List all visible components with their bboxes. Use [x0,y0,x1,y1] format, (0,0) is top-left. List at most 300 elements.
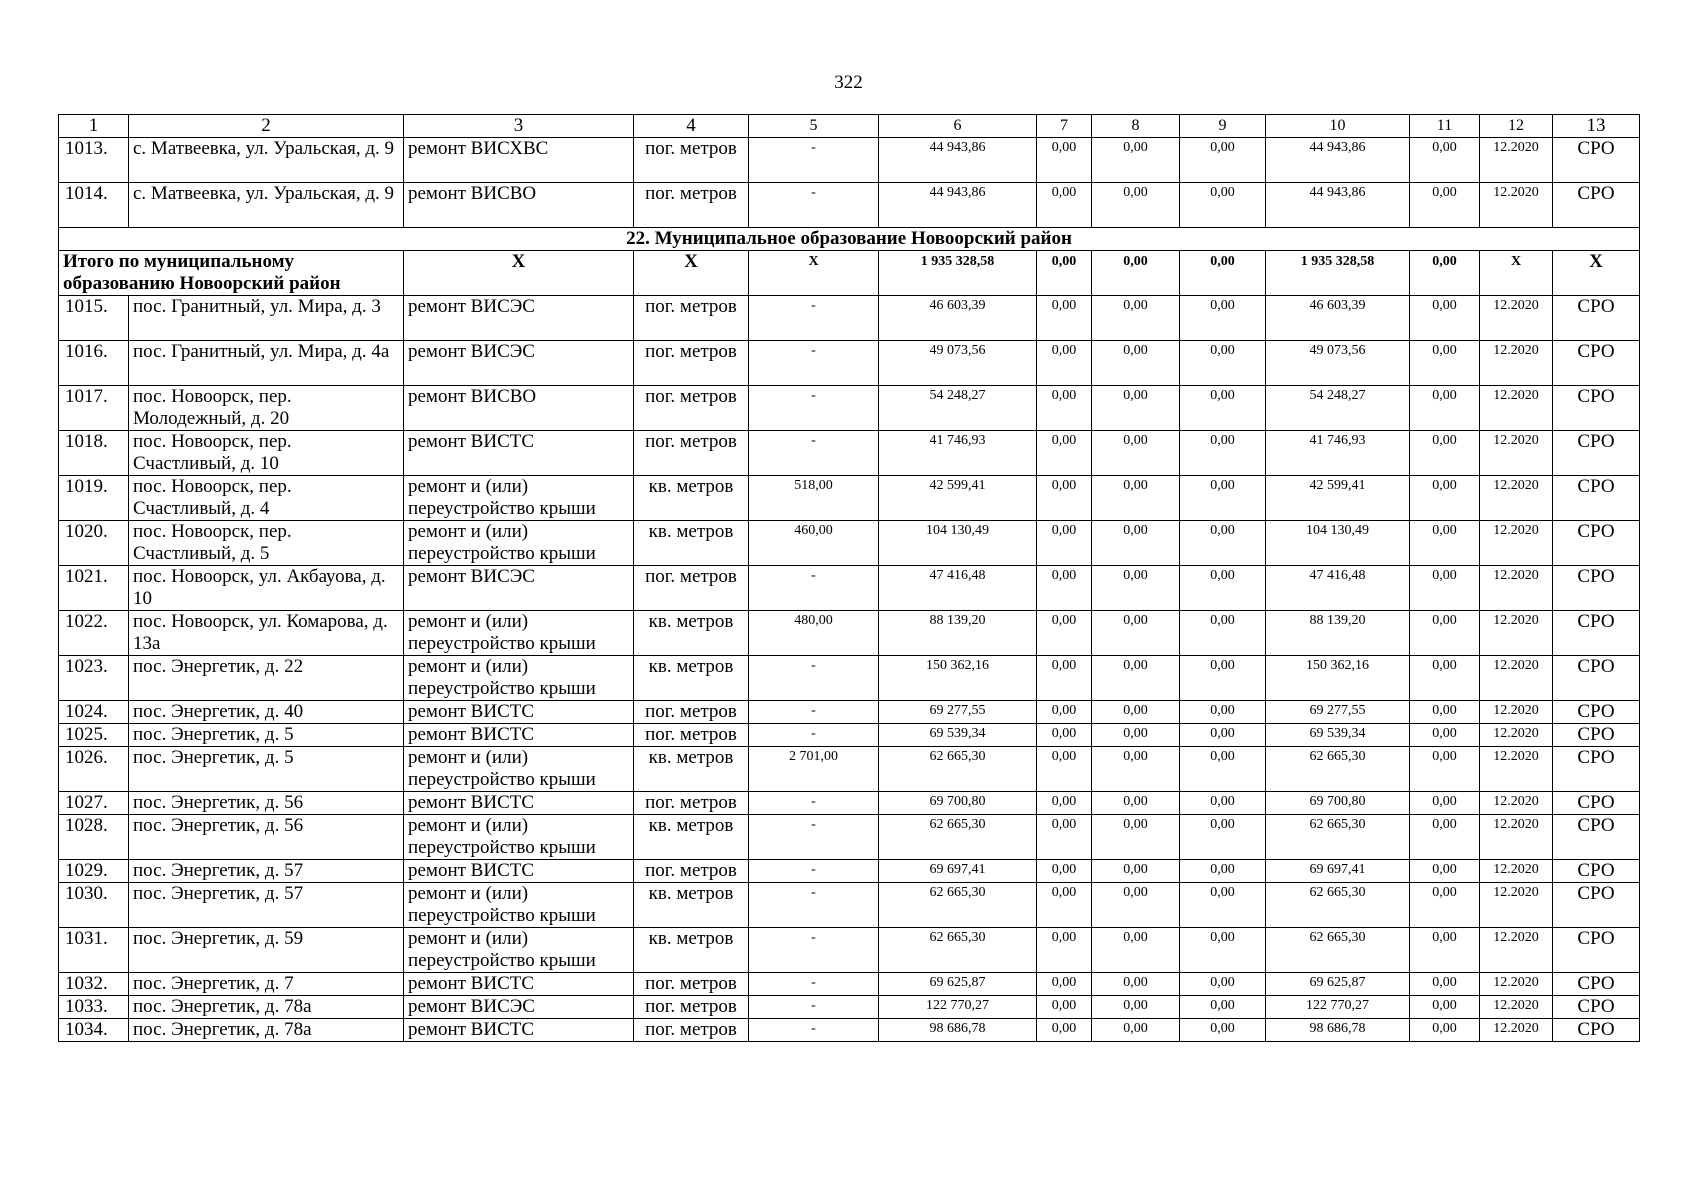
total-cost-cell: 47 416,48 [879,566,1037,611]
work-type-cell: ремонт и (или) переустройство крыши [404,815,634,860]
unit-cell: кв. метров [634,656,749,701]
value-cell: 0,00 [1092,656,1180,701]
value-cell: 0,00 [1037,973,1092,996]
address-cell: пос. Новоорск, ул. Комарова, д. 13а [129,611,404,656]
value-cell: 0,00 [1092,138,1180,183]
header-cell: 4 [634,115,749,138]
quantity-cell: - [749,431,879,476]
value-cell: 122 770,27 [1266,996,1410,1019]
value-cell: 0,00 [1180,1019,1266,1042]
total-cost-cell: 69 539,34 [879,724,1037,747]
date-cell: 12.2020 [1480,973,1553,996]
row-number-cell: 1017. [59,386,129,431]
value-cell: 0,00 [1180,701,1266,724]
unit-cell: кв. метров [634,815,749,860]
quantity-cell: 2 701,00 [749,747,879,792]
value-cell: 47 416,48 [1266,566,1410,611]
date-cell: 12.2020 [1480,792,1553,815]
header-cell: 6 [879,115,1037,138]
organization-cell: СРО [1553,566,1640,611]
value-cell: 62 665,30 [1266,928,1410,973]
value-cell: 0,00 [1410,521,1480,566]
value-cell: 0,00 [1092,883,1180,928]
value-cell: 0,00 [1180,611,1266,656]
row-number-cell: 1022. [59,611,129,656]
row-number-cell: 1030. [59,883,129,928]
table-row [59,656,1640,701]
total-cell: 0,00 [1037,251,1092,296]
section-title: 22. Муниципальное образование Новоорский район [59,228,1640,251]
address-cell: пос. Энергетик, д. 78а [129,996,404,1019]
table-row [59,566,1640,611]
value-cell: 0,00 [1410,656,1480,701]
table-row [59,701,1640,724]
table-row [59,928,1640,973]
date-cell: 12.2020 [1480,1019,1553,1042]
value-cell: 0,00 [1180,566,1266,611]
address-cell: пос. Новоорск, пер. Молодежный, д. 20 [129,386,404,431]
value-cell: 0,00 [1180,928,1266,973]
section-header-row [59,228,1640,251]
value-cell: 62 665,30 [1266,747,1410,792]
value-cell: 0,00 [1092,973,1180,996]
value-cell: 42 599,41 [1266,476,1410,521]
organization-cell: СРО [1553,996,1640,1019]
date-cell: 12.2020 [1480,566,1553,611]
quantity-cell: - [749,386,879,431]
value-cell: 69 625,87 [1266,973,1410,996]
header-cell: 5 [749,115,879,138]
row-number-cell: 1027. [59,792,129,815]
value-cell: 0,00 [1037,521,1092,566]
work-type-cell: ремонт ВИСВО [404,386,634,431]
value-cell: 44 943,86 [1266,138,1410,183]
value-cell: 0,00 [1037,747,1092,792]
total-cell: X [749,251,879,296]
value-cell: 0,00 [1092,521,1180,566]
value-cell: 150 362,16 [1266,656,1410,701]
value-cell: 0,00 [1180,973,1266,996]
row-number-cell: 1034. [59,1019,129,1042]
data-table [58,114,1640,1042]
quantity-cell: - [749,883,879,928]
address-cell: пос. Энергетик, д. 57 [129,860,404,883]
address-cell: пос. Энергетик, д. 57 [129,883,404,928]
value-cell: 0,00 [1410,566,1480,611]
address-cell: пос. Новоорск, пер. Счастливый, д. 5 [129,521,404,566]
date-cell: 12.2020 [1480,724,1553,747]
value-cell: 0,00 [1037,341,1092,386]
value-cell: 69 277,55 [1266,701,1410,724]
organization-cell: СРО [1553,724,1640,747]
total-cost-cell: 62 665,30 [879,747,1037,792]
value-cell: 0,00 [1410,138,1480,183]
date-cell: 12.2020 [1480,386,1553,431]
value-cell: 0,00 [1037,928,1092,973]
value-cell: 0,00 [1180,996,1266,1019]
value-cell: 62 665,30 [1266,815,1410,860]
row-number-cell: 1029. [59,860,129,883]
row-number-cell: 1015. [59,296,129,341]
unit-cell: пог. метров [634,996,749,1019]
value-cell: 0,00 [1037,656,1092,701]
value-cell: 0,00 [1410,296,1480,341]
total-cost-cell: 122 770,27 [879,996,1037,1019]
total-cell: 1 935 328,58 [1266,251,1410,296]
total-cost-cell: 41 746,93 [879,431,1037,476]
quantity-cell: - [749,341,879,386]
value-cell: 104 130,49 [1266,521,1410,566]
work-type-cell: ремонт ВИСТС [404,701,634,724]
quantity-cell: - [749,656,879,701]
organization-cell: СРО [1553,386,1640,431]
table-row [59,747,1640,792]
header-cell: 13 [1553,115,1640,138]
work-type-cell: ремонт ВИСЭС [404,341,634,386]
quantity-cell: - [749,792,879,815]
address-cell: пос. Энергетик, д. 59 [129,928,404,973]
address-cell: пос. Новоорск, ул. Акбауова, д. 10 [129,566,404,611]
header-cell: 12 [1480,115,1553,138]
quantity-cell: 518,00 [749,476,879,521]
value-cell: 0,00 [1180,138,1266,183]
total-row [59,251,1640,296]
value-cell: 0,00 [1037,883,1092,928]
unit-cell: кв. метров [634,928,749,973]
unit-cell: кв. метров [634,611,749,656]
row-number-cell: 1023. [59,656,129,701]
value-cell: 0,00 [1410,341,1480,386]
quantity-cell: - [749,724,879,747]
header-cell: 1 [59,115,129,138]
work-type-cell: ремонт ВИСХВС [404,138,634,183]
row-number-cell: 1032. [59,973,129,996]
unit-cell: кв. метров [634,883,749,928]
organization-cell: СРО [1553,611,1640,656]
total-cost-cell: 42 599,41 [879,476,1037,521]
header-cell: 11 [1410,115,1480,138]
row-number-cell: 1014. [59,183,129,228]
row-number-cell: 1021. [59,566,129,611]
value-cell: 0,00 [1410,815,1480,860]
value-cell: 0,00 [1410,883,1480,928]
date-cell: 12.2020 [1480,860,1553,883]
value-cell: 0,00 [1037,183,1092,228]
unit-cell: пог. метров [634,1019,749,1042]
unit-cell: кв. метров [634,521,749,566]
value-cell: 88 139,20 [1266,611,1410,656]
unit-cell: пог. метров [634,792,749,815]
value-cell: 0,00 [1092,747,1180,792]
value-cell: 0,00 [1180,431,1266,476]
value-cell: 0,00 [1410,792,1480,815]
table-row [59,341,1640,386]
value-cell: 0,00 [1180,747,1266,792]
total-cost-cell: 44 943,86 [879,138,1037,183]
table-row [59,521,1640,566]
value-cell: 0,00 [1092,701,1180,724]
organization-cell: СРО [1553,883,1640,928]
address-cell: пос. Новоорск, пер. Счастливый, д. 4 [129,476,404,521]
unit-cell: пог. метров [634,701,749,724]
quantity-cell: - [749,1019,879,1042]
address-cell: пос. Гранитный, ул. Мира, д. 3 [129,296,404,341]
header-cell: 7 [1037,115,1092,138]
row-number-cell: 1028. [59,815,129,860]
quantity-cell: - [749,860,879,883]
total-cost-cell: 98 686,78 [879,1019,1037,1042]
table-row [59,386,1640,431]
total-cell: X [1480,251,1553,296]
value-cell: 0,00 [1180,183,1266,228]
table-row [59,860,1640,883]
value-cell: 0,00 [1092,815,1180,860]
organization-cell: СРО [1553,860,1640,883]
value-cell: 49 073,56 [1266,341,1410,386]
quantity-cell: - [749,996,879,1019]
total-cost-cell: 69 277,55 [879,701,1037,724]
table-row [59,296,1640,341]
organization-cell: СРО [1553,815,1640,860]
page-number: 322 [834,72,863,93]
value-cell: 54 248,27 [1266,386,1410,431]
unit-cell: кв. метров [634,747,749,792]
row-number-cell: 1016. [59,341,129,386]
work-type-cell: ремонт ВИСЭС [404,566,634,611]
total-cost-cell: 62 665,30 [879,815,1037,860]
work-type-cell: ремонт и (или) переустройство крыши [404,476,634,521]
row-number-cell: 1019. [59,476,129,521]
organization-cell: СРО [1553,138,1640,183]
table-row [59,724,1640,747]
value-cell: 0,00 [1180,792,1266,815]
value-cell: 0,00 [1410,724,1480,747]
value-cell: 0,00 [1410,973,1480,996]
table-row [59,476,1640,521]
table-row [59,183,1640,228]
value-cell: 0,00 [1037,724,1092,747]
work-type-cell: ремонт ВИСТС [404,724,634,747]
address-cell: пос. Энергетик, д. 56 [129,792,404,815]
total-cost-cell: 54 248,27 [879,386,1037,431]
organization-cell: СРО [1553,656,1640,701]
value-cell: 0,00 [1180,656,1266,701]
work-type-cell: ремонт ВИСТС [404,792,634,815]
row-number-cell: 1025. [59,724,129,747]
total-cost-cell: 104 130,49 [879,521,1037,566]
work-type-cell: ремонт и (или) переустройство крыши [404,656,634,701]
total-cell: X [634,251,749,296]
quantity-cell: - [749,815,879,860]
value-cell: 0,00 [1092,431,1180,476]
work-type-cell: ремонт и (или) переустройство крыши [404,611,634,656]
value-cell: 41 746,93 [1266,431,1410,476]
value-cell: 0,00 [1410,1019,1480,1042]
address-cell: пос. Энергетик, д. 5 [129,724,404,747]
table-row [59,138,1640,183]
value-cell: 46 603,39 [1266,296,1410,341]
organization-cell: СРО [1553,928,1640,973]
value-cell: 0,00 [1092,1019,1180,1042]
total-cell: 1 935 328,58 [879,251,1037,296]
work-type-cell: ремонт ВИСЭС [404,296,634,341]
work-type-cell: ремонт ВИСТС [404,1019,634,1042]
quantity-cell: - [749,701,879,724]
table-row [59,973,1640,996]
value-cell: 0,00 [1092,296,1180,341]
work-type-cell: ремонт ВИСЭС [404,996,634,1019]
work-type-cell: ремонт ВИСТС [404,860,634,883]
work-type-cell: ремонт и (или) переустройство крыши [404,521,634,566]
date-cell: 12.2020 [1480,138,1553,183]
value-cell: 0,00 [1180,815,1266,860]
value-cell: 0,00 [1092,183,1180,228]
total-cost-cell: 88 139,20 [879,611,1037,656]
quantity-cell: - [749,296,879,341]
total-cost-cell: 46 603,39 [879,296,1037,341]
value-cell: 0,00 [1410,476,1480,521]
value-cell: 0,00 [1180,860,1266,883]
value-cell: 0,00 [1092,860,1180,883]
value-cell: 98 686,78 [1266,1019,1410,1042]
value-cell: 0,00 [1092,611,1180,656]
address-cell: с. Матвеевка, ул. Уральская, д. 9 [129,138,404,183]
value-cell: 0,00 [1092,724,1180,747]
value-cell: 0,00 [1180,341,1266,386]
date-cell: 12.2020 [1480,431,1553,476]
value-cell: 0,00 [1037,815,1092,860]
address-cell: пос. Энергетик, д. 40 [129,701,404,724]
unit-cell: пог. метров [634,860,749,883]
value-cell: 0,00 [1180,296,1266,341]
total-cost-cell: 44 943,86 [879,183,1037,228]
header-cell: 10 [1266,115,1410,138]
quantity-cell: - [749,138,879,183]
row-number-cell: 1033. [59,996,129,1019]
value-cell: 0,00 [1037,611,1092,656]
total-cost-cell: 69 625,87 [879,973,1037,996]
quantity-cell: 460,00 [749,521,879,566]
value-cell: 0,00 [1092,476,1180,521]
column-number-header [59,115,1640,138]
value-cell: 0,00 [1037,138,1092,183]
date-cell: 12.2020 [1480,656,1553,701]
value-cell: 0,00 [1410,860,1480,883]
total-label: Итого по муниципальному образованию Новоорский район [59,251,404,296]
quantity-cell: 480,00 [749,611,879,656]
value-cell: 0,00 [1180,883,1266,928]
quantity-cell: - [749,973,879,996]
value-cell: 0,00 [1410,183,1480,228]
row-number-cell: 1024. [59,701,129,724]
table-row [59,883,1640,928]
work-type-cell: ремонт ВИСТС [404,431,634,476]
total-cell: X [404,251,634,296]
value-cell: 69 697,41 [1266,860,1410,883]
header-cell: 8 [1092,115,1180,138]
address-cell: пос. Энергетик, д. 7 [129,973,404,996]
total-cost-cell: 62 665,30 [879,883,1037,928]
address-cell: пос. Энергетик, д. 78а [129,1019,404,1042]
value-cell: 0,00 [1410,928,1480,973]
date-cell: 12.2020 [1480,296,1553,341]
work-type-cell: ремонт ВИСВО [404,183,634,228]
value-cell: 0,00 [1410,386,1480,431]
total-cost-cell: 69 697,41 [879,860,1037,883]
row-number-cell: 1026. [59,747,129,792]
value-cell: 0,00 [1180,476,1266,521]
address-cell: с. Матвеевка, ул. Уральская, д. 9 [129,183,404,228]
date-cell: 12.2020 [1480,183,1553,228]
unit-cell: пог. метров [634,973,749,996]
unit-cell: пог. метров [634,386,749,431]
unit-cell: кв. метров [634,476,749,521]
date-cell: 12.2020 [1480,996,1553,1019]
value-cell: 0,00 [1037,1019,1092,1042]
table-row [59,792,1640,815]
quantity-cell: - [749,183,879,228]
value-cell: 0,00 [1180,724,1266,747]
value-cell: 0,00 [1037,566,1092,611]
organization-cell: СРО [1553,521,1640,566]
organization-cell: СРО [1553,973,1640,996]
total-cell: 0,00 [1092,251,1180,296]
value-cell: 0,00 [1092,928,1180,973]
organization-cell: СРО [1553,747,1640,792]
header-cell: 3 [404,115,634,138]
table-row [59,1019,1640,1042]
work-type-cell: ремонт и (или) переустройство крыши [404,928,634,973]
total-cell: 0,00 [1180,251,1266,296]
total-cell: 0,00 [1410,251,1480,296]
value-cell: 0,00 [1037,860,1092,883]
organization-cell: СРО [1553,431,1640,476]
value-cell: 0,00 [1180,386,1266,431]
header-cell: 2 [129,115,404,138]
value-cell: 0,00 [1037,476,1092,521]
date-cell: 12.2020 [1480,815,1553,860]
total-cell: X [1553,251,1640,296]
quantity-cell: - [749,928,879,973]
value-cell: 0,00 [1410,431,1480,476]
value-cell: 0,00 [1092,792,1180,815]
value-cell: 69 700,80 [1266,792,1410,815]
organization-cell: СРО [1553,792,1640,815]
unit-cell: пог. метров [634,341,749,386]
address-cell: пос. Энергетик, д. 56 [129,815,404,860]
work-type-cell: ремонт и (или) переустройство крыши [404,883,634,928]
row-number-cell: 1013. [59,138,129,183]
value-cell: 0,00 [1037,701,1092,724]
unit-cell: пог. метров [634,724,749,747]
date-cell: 12.2020 [1480,883,1553,928]
value-cell: 0,00 [1410,611,1480,656]
total-cost-cell: 150 362,16 [879,656,1037,701]
unit-cell: пог. метров [634,431,749,476]
value-cell: 0,00 [1410,747,1480,792]
value-cell: 0,00 [1037,431,1092,476]
total-cost-cell: 49 073,56 [879,341,1037,386]
table-row [59,431,1640,476]
value-cell: 0,00 [1092,341,1180,386]
organization-cell: СРО [1553,476,1640,521]
address-cell: пос. Гранитный, ул. Мира, д. 4а [129,341,404,386]
date-cell: 12.2020 [1480,521,1553,566]
unit-cell: пог. метров [634,566,749,611]
date-cell: 12.2020 [1480,928,1553,973]
row-number-cell: 1020. [59,521,129,566]
unit-cell: пог. метров [634,296,749,341]
